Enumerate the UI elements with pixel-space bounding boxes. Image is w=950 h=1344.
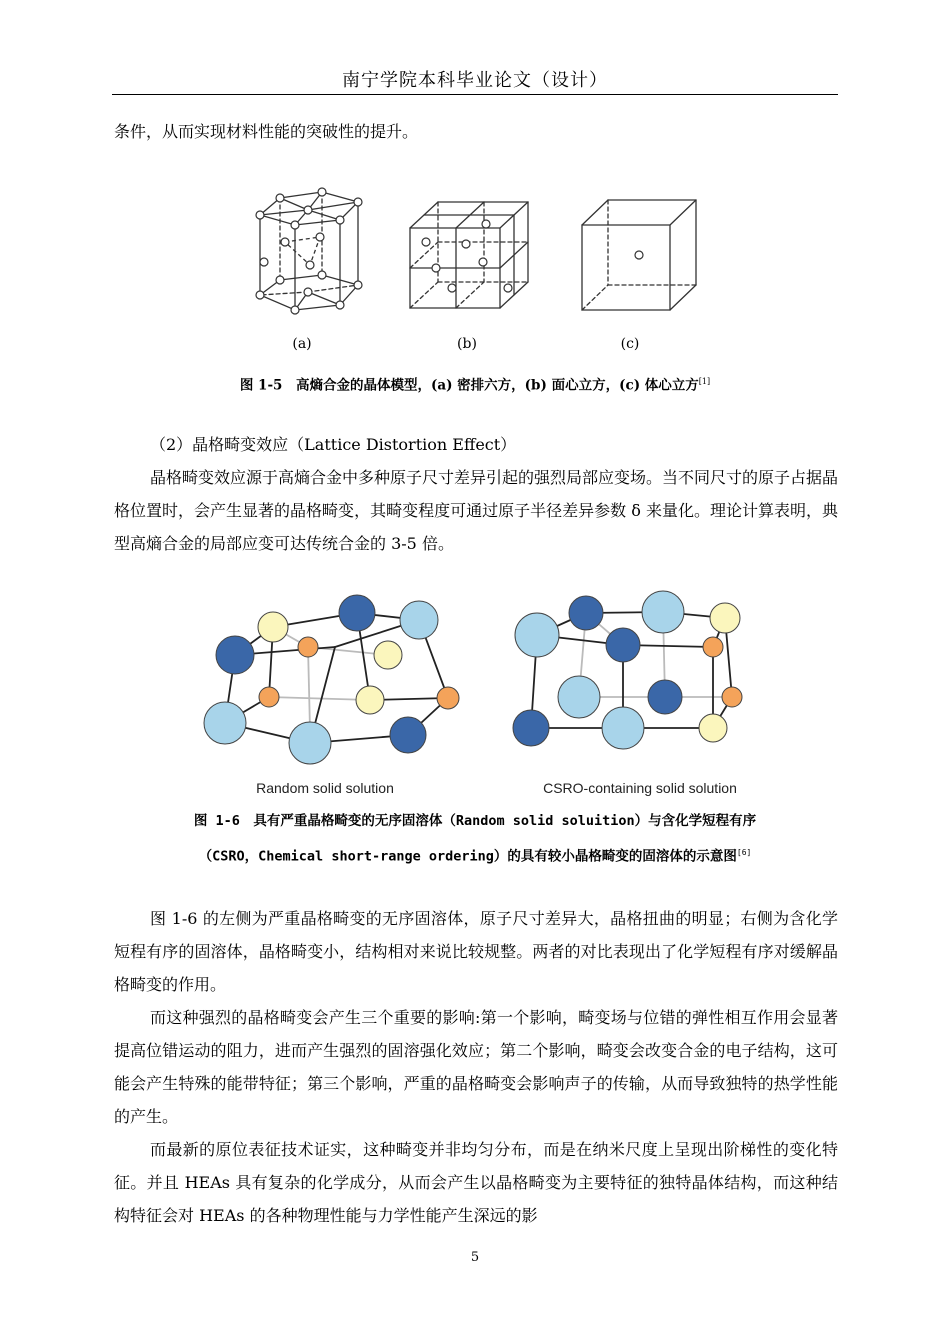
body-paragraph-1: 图 1-6 的左侧为严重晶格畸变的无序固溶体，原子尺寸差异大，晶格扭曲的明显；右侧为含化学短程有序的固溶体，晶格畸变小，结构相对来说比较规整。两者的对比表现出了化学短程有序对缓解晶格畸变的作用。 <box>114 909 838 994</box>
body-paragraph-2: 而这种强烈的晶格畸变会产生三个重要的影响:第一个影响，畸变场与位错的弹性相互作用会显著提高位错运动的阻力，进而产生强烈的固溶强化效应；第二个影响，畸变会改变合金的电子结构，这可能会产生特殊的能带特征；第三个影响，严重的晶格畸变会影响声子的传输，从而导致独特的热学性能的产生。 <box>114 1008 838 1126</box>
page-number: 5 <box>470 1250 480 1265</box>
csro-solid-solution-label: CSRO-containing solid solution <box>543 780 737 796</box>
figure-1-6-caption-line1: 图 1-6 具有严重晶格畸变的无序固溶体（Random solid soluition）与含化学短程有序 <box>193 813 757 829</box>
sublabel-c: (c) <box>620 336 640 352</box>
body-paragraph-3: 而最新的原位表征技术证实，这种畸变并非均匀分布，而是在纳米尺度上呈现出阶梯性的变化特征。并且 HEAs 具有复杂的化学成分，从而会产生以晶格畸变为主要特征的独特晶体结构，而这种结构特征会对 HEAs 的各种物理性能与力学性能产生深远的影 <box>114 1140 838 1225</box>
figure-1-6-caption-line2 <box>112 837 838 873</box>
figure-1-5-ref: [1] <box>698 377 711 386</box>
section-heading: （2）晶格畸变效应（Lattice Distortion Effect） <box>150 435 517 454</box>
figure-1-6-lattice-schematic <box>195 585 765 775</box>
header-rule <box>112 94 838 95</box>
fcc-model <box>410 202 528 308</box>
random-solid-solution-lattice <box>204 595 459 764</box>
csro-solid-solution-lattice <box>513 591 742 749</box>
figure-1-5-crystal-models <box>240 180 720 330</box>
section-paragraph: 晶格畸变效应源于高熵合金中多种原子尺寸差异引起的强烈局部应变场。当不同尺寸的原子占据晶格位置时，会产生显著的晶格畸变，其畸变程度可通过原子半径差异参数 δ 来量化。理论计算表明，典型高熵合金的局部应变可达传统合金的 3-5 倍。 <box>114 468 839 553</box>
figure-1-6-caption-line2-text: （CSRO，Chemical short-range ordering）的具有较小晶格畸变的固溶体的示意图 <box>198 848 737 865</box>
random-solid-solution-label: Random solid solution <box>256 780 394 796</box>
figure-1-5-caption <box>112 366 838 402</box>
figure-1-6-ref: [6] <box>736 848 752 857</box>
running-header: 南宁学院本科毕业论文（设计） <box>342 70 608 91</box>
intro-line: 条件，从而实现材料性能的突破性的提升。 <box>114 122 419 141</box>
sublabel-a: (a) <box>292 336 312 352</box>
sublabel-b: (b) <box>457 336 477 352</box>
figure-1-5-caption-text: 图 1-5 高熵合金的晶体模型，(a) 密排六方，(b) 面心立方，(c) 体心立方 <box>239 377 699 394</box>
